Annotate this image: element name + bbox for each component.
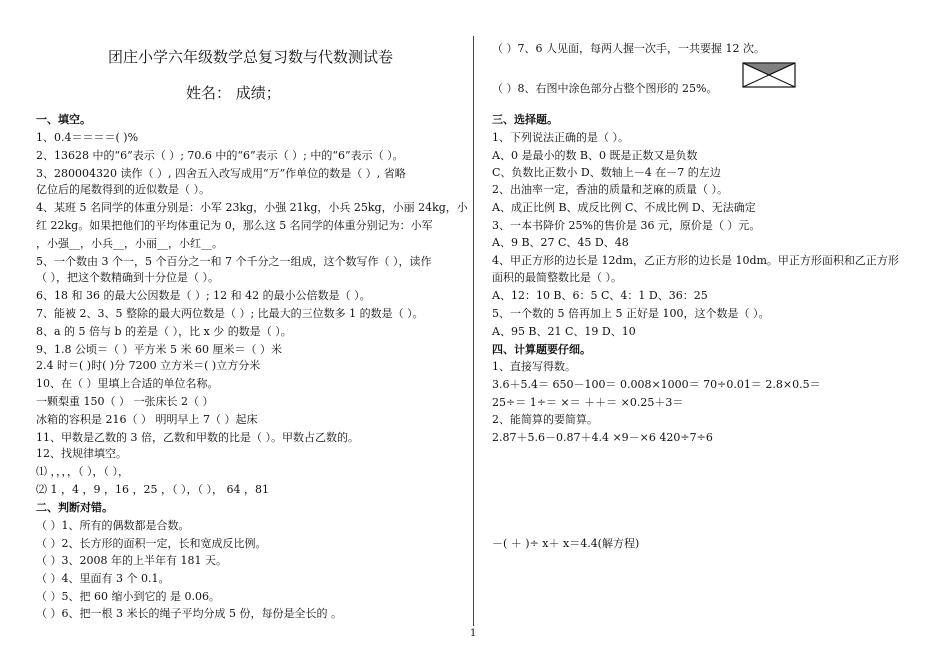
question-line: 4、甲正方形的边长是 12dm，乙正方形的边长是 10dm。甲正方形面积和乙正方形 xyxy=(492,254,899,267)
question-line: 2、出油率一定，香油的质量和芝麻的质量（ ）。 xyxy=(492,183,728,196)
question-line: 10、在（ ）里填上合适的单位名称。 xyxy=(36,377,219,390)
page-number: 1 xyxy=(470,628,477,639)
question-line: 2、能简算的要简算。 xyxy=(492,413,598,426)
question-line: 7、能被 2、3、5 整除的最大两位数是（ ）; 比最大的三位数多 1 的数是（ ）。 xyxy=(36,307,424,320)
question-line: （ ）5、把 60 缩小到它的 是 0.06。 xyxy=(36,590,220,603)
question-line: 1、0.4＝＝＝＝( )% xyxy=(36,131,139,144)
calc-line: 2.87＋5.6－0.87＋4.4 ×9－×6 420÷7÷6 xyxy=(492,431,713,444)
section-calculation: 四、计算题要仔细。 xyxy=(492,343,591,356)
calc-line: 25÷＝ 1÷＝ ×＝ ＋＋＝ ×0.25＋3＝ xyxy=(492,396,684,409)
question-line: 面积的最简整数比是（ ）。 xyxy=(492,271,622,284)
choice-line: A、0 是最小的数 B、0 既是正数又是负数 xyxy=(492,149,698,162)
question-line: 亿位后的尾数得到的近似数是（ ）。 xyxy=(36,183,210,196)
exam-title: 团庄小学六年级数学总复习数与代数测试卷 xyxy=(108,48,394,66)
question-line: 5、一个数的 5 倍再加上 5 正好是 100，这个数是（ ）。 xyxy=(492,307,770,320)
question-line: 1、下列说法正确的是（ ）。 xyxy=(492,131,629,144)
question-line: 9、1.8 公顷＝（ ）平方米 5 米 60 厘米＝（ ）米 xyxy=(36,343,282,356)
question-line: ⑵ 1 ，4 ，9 ，16 ，25 ，（ ），（ ）， 64 ，81 xyxy=(36,483,269,496)
question-line: 2、13628 中的“6”表示（ ）; 70.6 中的“6”表示（ ）; 中的“6”表示（ ）。 xyxy=(36,149,404,162)
section-multiple-choice: 三、选择题。 xyxy=(492,113,558,126)
choice-line: A、12：10 B、6：5 C、4：1 D、36：25 xyxy=(492,289,708,302)
name-score-line: 姓名： 成绩； xyxy=(186,84,281,102)
question-line: ，小强__，小兵__，小丽__，小红__。 xyxy=(36,237,223,250)
question-line: 8、a 的 5 倍与 b 的差是（ ），比 x 少 的数是（ ）。 xyxy=(36,325,292,338)
question-line: （ ）6、把一根 3 米长的绳子平均分成 5 份，每份是全长的 。 xyxy=(36,607,342,620)
question-line: 红 22kg。如果把他们的平均体重记为 0，那么这 5 名同学的体重分别记为：小军 xyxy=(36,219,433,232)
question-line: （ ）3、2008 年的上半年有 181 天。 xyxy=(36,554,227,567)
question-line: （ ）8、右图中涂色部分占整个图形的 25%。 xyxy=(492,82,718,95)
question-line: ⑴ ，，，，（ ），（ ）， xyxy=(36,465,129,478)
question-line: 3、280004320 读作（ ）, 四舍五入改写成用“万”作单位的数是（ ）, 省略 xyxy=(36,167,406,180)
section-fill-in: 一、填空。 xyxy=(36,113,91,126)
question-line: 12、找规律填空。 xyxy=(36,447,127,460)
question-line: 11、甲数是乙数的 3 倍，乙数和甲数的比是（ ）。甲数占乙数的。 xyxy=(36,431,359,444)
choice-line: A、成正比例 B、成反比例 C、不成比例 D、无法确定 xyxy=(492,201,756,214)
question-line: 1、直接写得数。 xyxy=(492,360,576,373)
calc-line: －( ＋ )÷ x＋ x＝4.4(解方程) xyxy=(492,537,640,550)
column-divider xyxy=(473,36,474,626)
question-line: （ ）7、6 人见面，每两人握一次手，一共要握 12 次。 xyxy=(492,42,765,55)
question-line: （ ）2、长方形的面积一定，长和宽成反比例。 xyxy=(36,537,267,550)
question-line: （ ），把这个数精确到十分位是（ ）。 xyxy=(36,271,219,284)
section-true-false: 二、判断对错。 xyxy=(36,501,113,514)
choice-line: C、负数比正数小 D、数轴上－4 在－7 的左边 xyxy=(492,166,721,179)
question-line: 5、一个数由 3 个一，5 个百分之一和 7 个千分之一组成，这个数写作（ ），读作 xyxy=(36,255,432,268)
question-line: （ ）1、所有的偶数都是合数。 xyxy=(36,519,190,532)
question-line: 冰箱的容积是 216（ ） 明明早上 7（ ）起床 xyxy=(36,413,258,426)
calc-line: 3.6＋5.4＝ 650－100＝ 0.008×1000＝ 70÷0.01＝ 2.8×0.5＝ xyxy=(492,378,821,391)
question-line: 4、某班 5 名同学的体重分别是：小军 23kg，小强 21kg，小兵 25kg，小丽 24kg，小 xyxy=(36,201,468,214)
shaded-rectangle-figure xyxy=(742,62,796,88)
question-line: 3、一本书降价 25%的售价是 36 元，原价是（ ）元。 xyxy=(492,219,761,232)
question-line: 2.4 时＝( )时( )分 7200 立方米＝( )立方分米 xyxy=(36,359,261,372)
question-line: （ ）4、里面有 3 个 0.1。 xyxy=(36,572,170,585)
question-line: 一颗梨重 150（ ） 一张床长 2（ ） xyxy=(36,395,214,408)
choice-line: A、95 B、21 C、19 D、10 xyxy=(492,325,636,338)
choice-line: A、9 B、27 C、45 D、48 xyxy=(492,236,629,249)
question-line: 6、18 和 36 的最大公因数是（ ）; 12 和 42 的最小公倍数是（ ）。 xyxy=(36,289,371,302)
